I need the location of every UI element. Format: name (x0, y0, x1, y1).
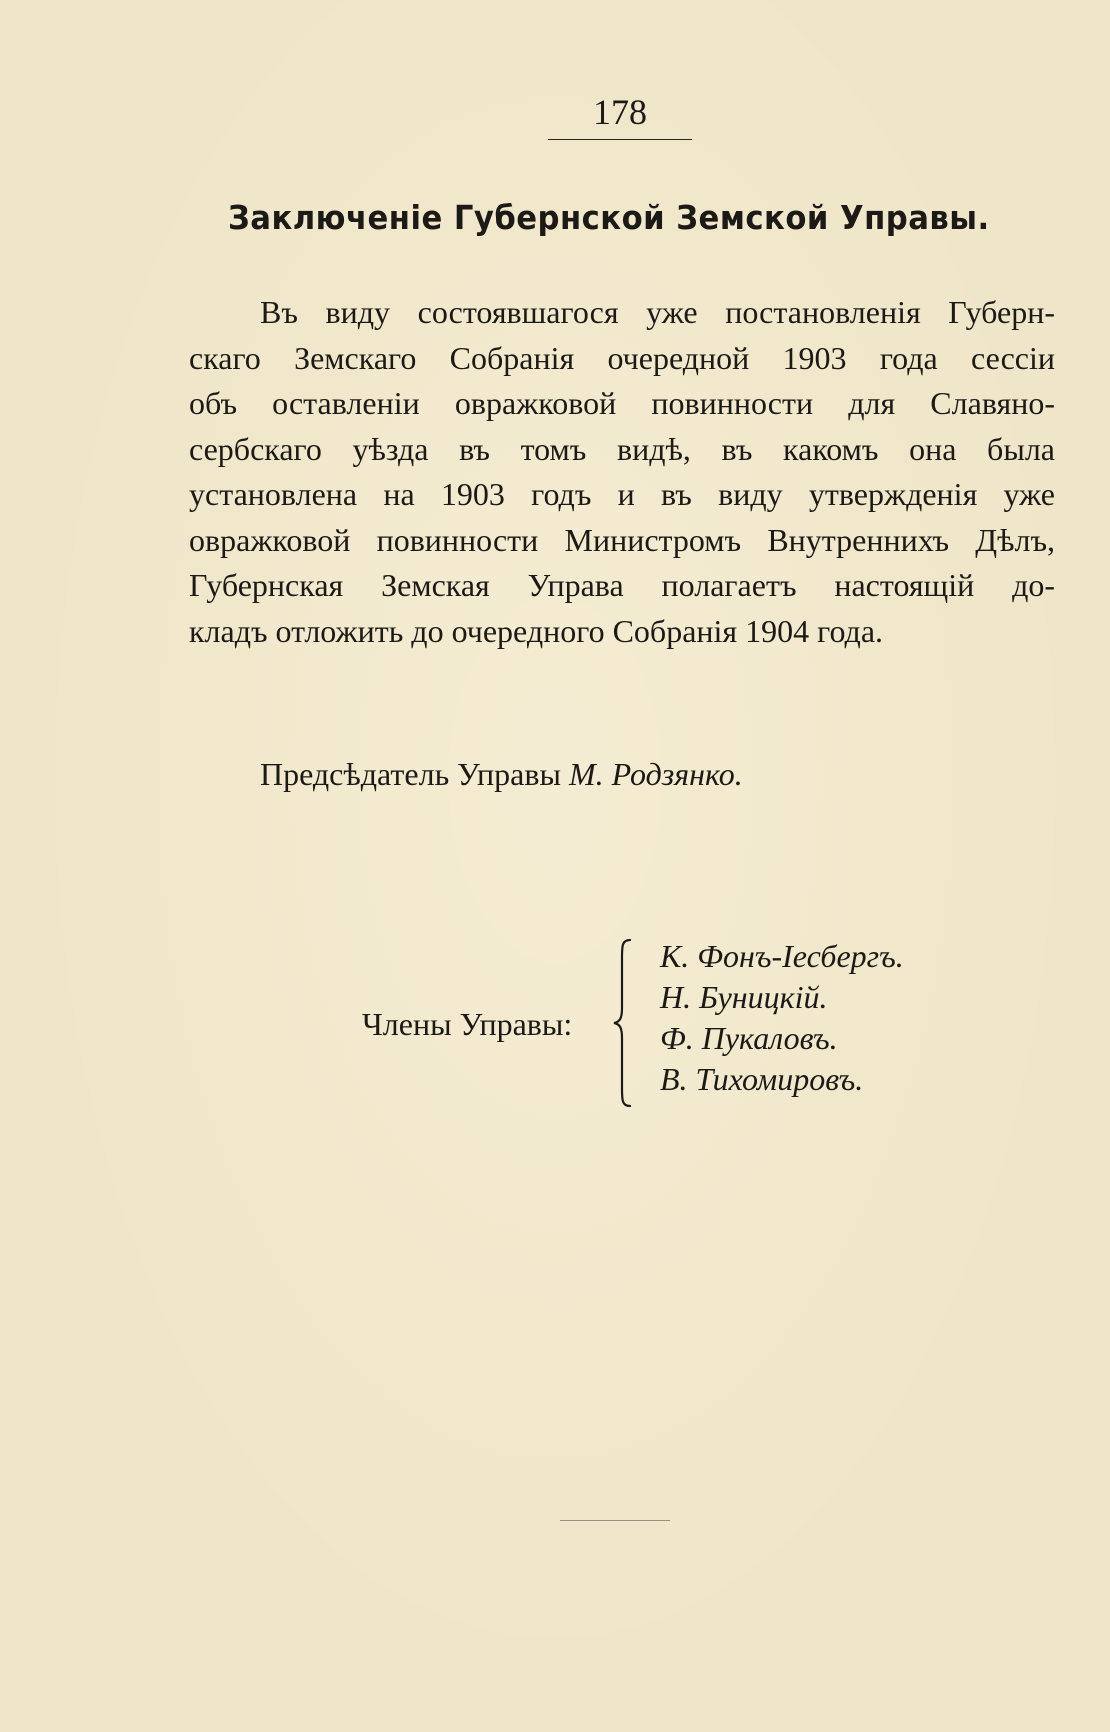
body-paragraph (189, 290, 1055, 654)
body-line: объ оставленіи овражковой повинности для Славяно- (189, 385, 1055, 421)
members-list (660, 936, 904, 1100)
chairman-name: М. Родзянко. (568, 756, 743, 792)
section-heading: Заключеніе Губернской Земской Управы. (228, 198, 990, 237)
curly-brace-icon (612, 938, 634, 1108)
member-name: Н. Буницкій. (660, 979, 828, 1015)
members-label: Члены Управы: (362, 1006, 573, 1042)
member-name: К. Фонъ-Іесбергъ. (660, 938, 904, 974)
member-name: Ф. Пукаловъ. (660, 1020, 838, 1056)
page-number: 178 (593, 92, 647, 132)
body-line: сербскаго уѣзда въ томъ видѣ, въ какомъ она была (189, 430, 1055, 467)
member-name: В. Тихомировъ. (660, 1061, 864, 1097)
body-line: Въ виду состоявшагося уже постановленія Губерн- (260, 294, 1055, 330)
chairman-title: Предсѣдатель Управы (260, 756, 561, 792)
body-line: кладъ отложить до очередного Собранія 1904 года. (189, 612, 884, 649)
body-line: Губернская Земская Управа полагаетъ настоящій до- (189, 567, 1055, 603)
chairman-signature (260, 752, 743, 796)
bottom-divider (560, 1520, 670, 1521)
page-number-underline (548, 139, 692, 140)
body-line: овражковой повинности Министромъ Внутреннихъ Дѣлъ, (189, 521, 1055, 558)
body-line: скаго Земскаго Собранія очередной 1903 года сессіи (189, 339, 1055, 376)
body-line: установлена на 1903 годъ и въ виду утвержденія уже (189, 476, 1055, 512)
